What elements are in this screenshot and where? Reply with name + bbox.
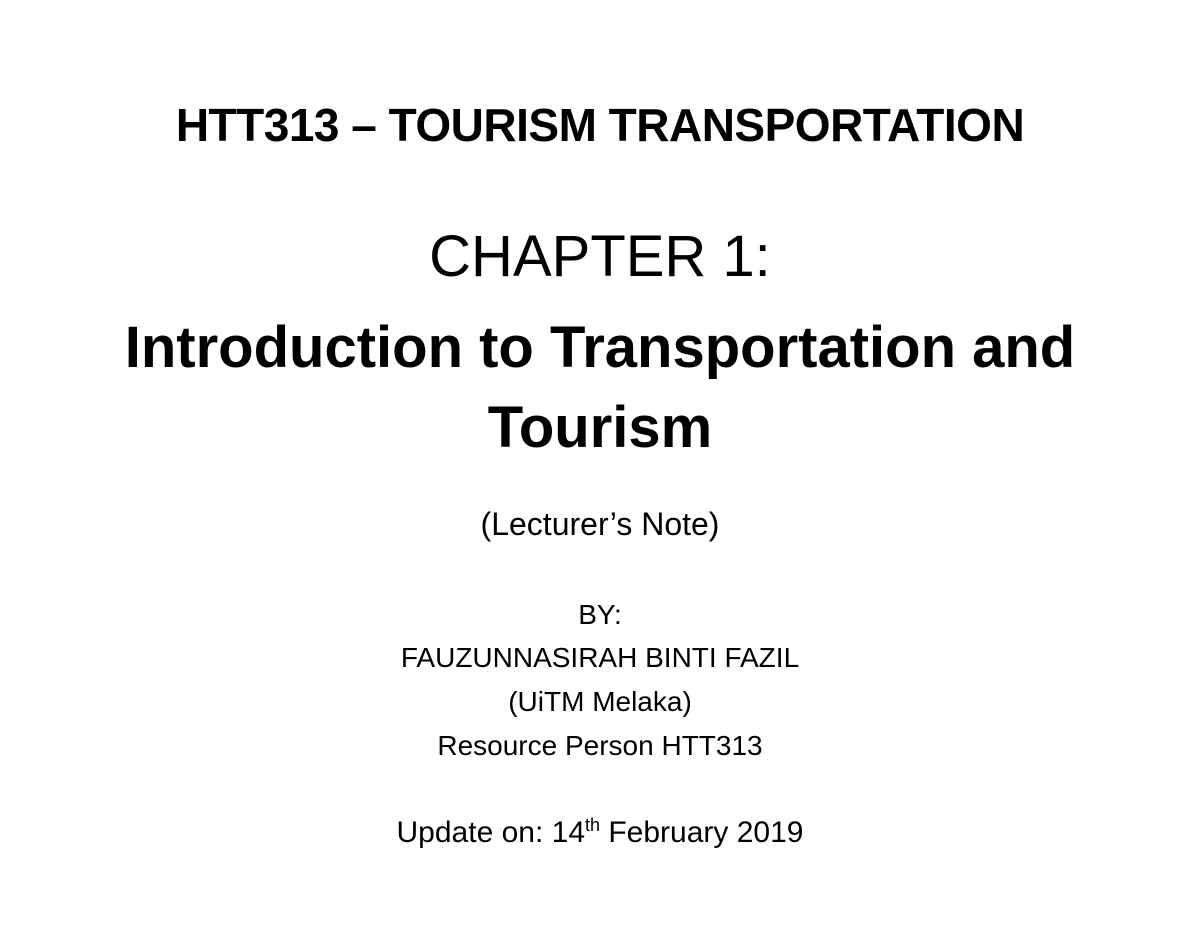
course-title: HTT313 – TOURISM TRANSPORTATION <box>175 99 1025 151</box>
by-label: BY: <box>578 599 622 630</box>
update-suffix: February 2019 <box>600 816 804 849</box>
chapter-title-line-1: Introduction to Transportation and <box>124 315 1076 380</box>
author-institution: (UiTM Melaka) <box>508 686 692 717</box>
author-name: FAUZUNNASIRAH BINTI FAZIL <box>400 642 800 673</box>
update-ordinal-suffix: th <box>585 815 601 835</box>
update-date <box>0 815 1200 849</box>
chapter-title <box>0 308 1200 468</box>
update-prefix: Update on: 14 <box>396 816 585 849</box>
lecturer-note-label: (Lecturer’s Note) <box>480 506 720 542</box>
chapter-number: CHAPTER 1: <box>429 224 771 289</box>
chapter-title-line-2: Tourism <box>487 395 713 460</box>
author-role: Resource Person HTT313 <box>437 730 763 761</box>
